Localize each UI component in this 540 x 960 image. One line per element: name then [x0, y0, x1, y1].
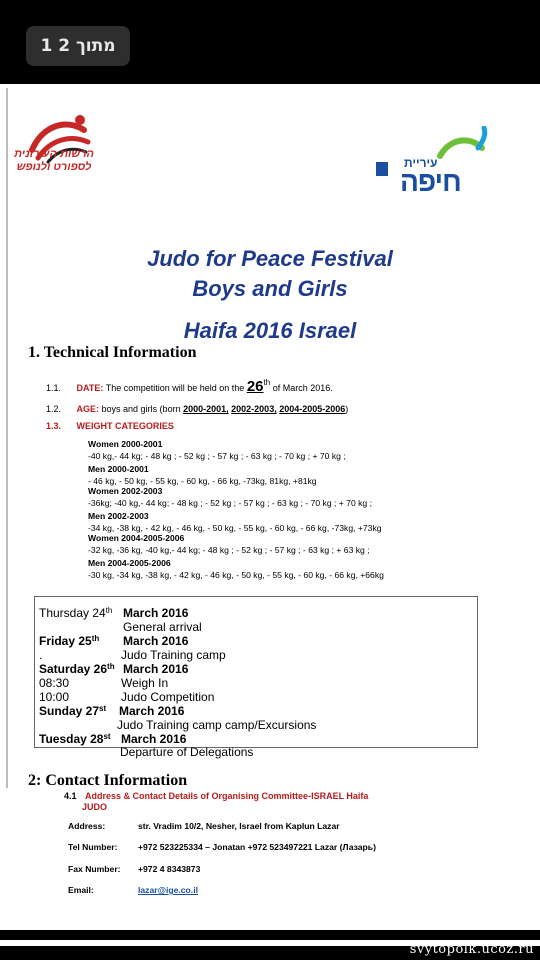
schedule-date-friday: March 2016	[123, 634, 189, 648]
category-men-2004: Men 2004-2005-2006 -30 kg, -34 kg, -38 kg, - 42 kg, - 46 kg, - 50 kg, - 55 kg, - 60 kg, - 66 kg, +66kg	[88, 558, 384, 580]
schedule-day-thursday: Thursday 24th	[39, 606, 113, 620]
category-women-2002: Women 2002-2003 -36kg; -40 kg,- 44 kg; - 48 kg ; - 52 kg ; - 57 kg ; - 63 kg ; - 70 kg ; + 70 kg ;	[88, 486, 372, 508]
watermark-text: svytopolk.ucoz.ru	[409, 942, 534, 957]
section2-heading: 2: Contact Information	[28, 772, 188, 789]
contact-subtitle-line2: JUDO	[82, 802, 108, 812]
schedule-date-tuesday: March 2016	[121, 732, 187, 746]
item-weight-categories: 1.3. WEIGHT CATEGORIES	[46, 421, 174, 431]
schedule-detail-friday: Judo Training camp	[121, 648, 226, 662]
contact-email: Email: lazar@ige.co.il	[68, 885, 198, 895]
schedule-day-saturday: Saturday 26th	[39, 662, 115, 676]
schedule-pre-friday: .	[39, 648, 43, 662]
schedule-time-weigh-in: 08:30	[39, 676, 70, 690]
haifa-logo-subtitle: עיריית	[404, 156, 438, 170]
sports-authority-logo-text: הרשות העירונית לספורט ולנופש	[14, 148, 94, 173]
document-page	[0, 84, 540, 930]
schedule-day-friday: Friday 25th	[39, 634, 100, 648]
doc-title-line2: Boys and Girls	[192, 276, 348, 301]
contact-tel: Tel Number: +972 523225334 – Jonatan +972 523497221 Lazar (Лазарь)	[68, 842, 376, 852]
schedule-date-saturday: March 2016	[123, 662, 189, 676]
contact-subtitle: 4.1 Address & Contact Details of Organising Committee-ISRAEL Haifa	[64, 791, 369, 801]
schedule-detail-competition: Judo Competition	[121, 690, 215, 704]
schedule-box	[34, 596, 478, 748]
schedule-detail-thursday: General arrival	[123, 620, 202, 634]
category-women-2000: Women 2000-2001 -40 kg,- 44 kg; - 48 kg ; - 52 kg ; - 57 kg ; - 63 kg ; - 70 kg ; + 70 kg ;	[88, 439, 346, 461]
schedule-time-competition: 10:00	[39, 690, 70, 704]
page-edge-rule	[6, 88, 8, 788]
category-men-2002: Men 2002-2003 -34 kg, -38 kg, - 42 kg, - 46 kg, - 50 kg, - 55 kg, - 60 kg, - 66 kg, -73kg, +73kg	[88, 511, 382, 533]
schedule-detail-tuesday: Departure of Delegations	[120, 745, 254, 759]
page-counter[interactable]: 1 מתוך 2	[26, 26, 130, 66]
viewer-bottom-bar	[0, 930, 540, 960]
contact-address: Address: str. Vradim 10/2, Nesher, Israel from Kaplun Lazar	[68, 821, 340, 831]
schedule-date-thursday: March 2016	[123, 606, 189, 620]
category-women-2004: Women 2004-2005-2006 -32 kg, -36 kg, -40 kg,- 44 kg; - 48 kg ; - 52 kg ; - 57 kg ; - 63 kg ; + 63 kg ;	[88, 533, 370, 555]
doc-title-line3: Haifa 2016 Israel	[183, 318, 357, 343]
contact-fax: Fax Number: +972 4 8343873	[68, 864, 201, 874]
schedule-day-tuesday: Tuesday 28st	[39, 732, 111, 746]
schedule-detail-weigh-in: Weigh In	[121, 676, 169, 690]
schedule-detail-sunday: Judo Training camp camp/Excursions	[117, 718, 317, 732]
item-date: 1.1. DATE: The competition will be held on the 26th of March 2016.	[46, 378, 333, 395]
haifa-logo-title: חיפה	[400, 166, 461, 197]
viewer-top-bar	[0, 0, 540, 84]
schedule-date-sunday: March 2016	[119, 704, 185, 718]
section1-heading: 1. Technical Information	[28, 344, 197, 361]
schedule-day-sunday: Sunday 27st	[39, 704, 107, 718]
email-link[interactable]: lazar@ige.co.il	[138, 885, 198, 895]
doc-title-line1: Judo for Peace Festival	[147, 246, 393, 271]
category-men-2000: Men 2000-2001 - 46 kg, - 50 kg, - 55 kg, - 60 kg, - 66 kg, -73kg, 81kg, +81kg	[88, 464, 317, 486]
item-age: 1.2. AGE: boys and girls (born 2000-2001, 2002-2003, 2004-2005-2006)	[46, 404, 349, 414]
